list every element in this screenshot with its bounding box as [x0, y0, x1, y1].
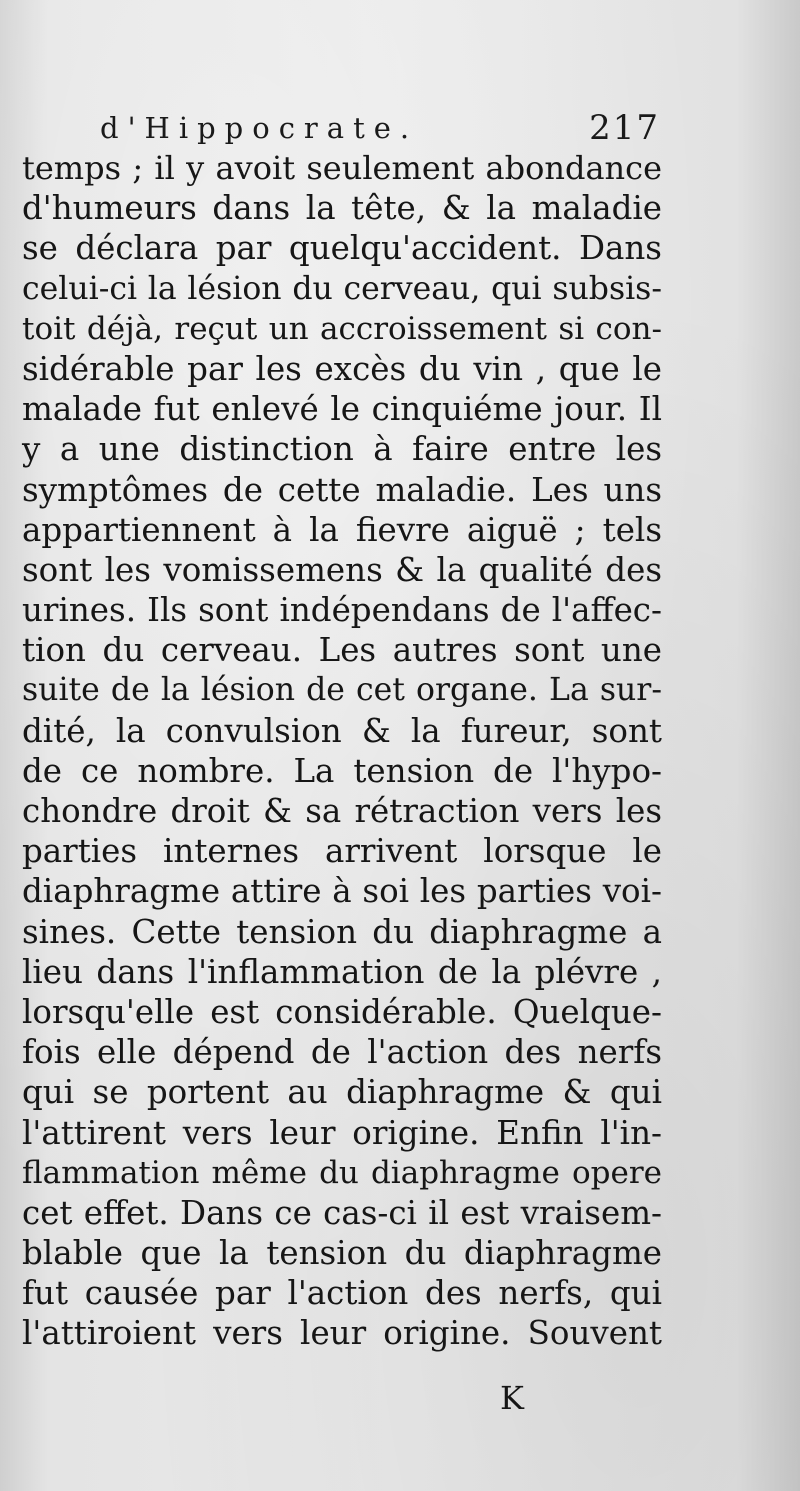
text-line: qui se portent au diaphragme & qui — [22, 1073, 662, 1112]
text-line: temps ; il y avoit seulement abondance — [22, 149, 662, 187]
text-line: diaphragme attire à soi les parties voi- — [22, 872, 662, 911]
text-line: y a une distinction à faire entre les — [22, 430, 662, 469]
text-line: suite de la lésion de cet organe. La sur- — [22, 672, 662, 709]
text-line: l'attirent vers leur origine. Enfin l'in- — [22, 1113, 662, 1152]
text-line: d'humeurs dans la tête, & la maladie — [22, 189, 662, 228]
text-line: dité, la convulsion & la fureur, sont — [22, 711, 662, 750]
text-line: tion du cerveau. Les autres sont une — [22, 631, 662, 670]
text-line: fut causée par l'action des nerfs, qui — [22, 1274, 662, 1313]
text-line: lorsqu'elle est considérable. Quelque- — [22, 992, 662, 1031]
body-text — [22, 148, 662, 1354]
text-line: de ce nombre. La tension de l'hypo- — [22, 751, 662, 790]
text-line: appartiennent à la fievre aiguë ; tels — [22, 510, 662, 549]
text-line: malade fut enlevé le cinquiéme jour. Il — [22, 390, 662, 429]
signature-mark: K — [500, 1379, 524, 1417]
text-line: sines. Cette tension du diaphragme a — [22, 912, 662, 951]
text-line: toit déjà, reçut un accroissement si con- — [22, 310, 662, 347]
text-line: chondre droit & sa rétraction vers les — [22, 792, 662, 830]
text-line: symptômes de cette maladie. Les uns — [22, 470, 662, 509]
text-line: sont les vomissemens & la qualité des — [22, 550, 662, 589]
page-number: 217 — [589, 108, 660, 148]
running-head-title: d'Hippocrate. — [100, 111, 419, 145]
text-line: l'attiroient vers leur origine. Souvent — [22, 1314, 662, 1353]
text-line: se déclara par quelqu'accident. Dans — [22, 229, 662, 268]
text-line: cet effet. Dans ce cas-ci il est vraisem- — [22, 1193, 662, 1232]
running-head — [100, 104, 660, 152]
text-line: urines. Ils sont indépendans de l'affec- — [22, 591, 662, 630]
text-line: fois elle dépend de l'action des nerfs — [22, 1033, 662, 1072]
text-line: flammation même du diaphragme opere — [22, 1154, 662, 1191]
text-line: celui-ci la lésion du cerveau, qui subsis- — [22, 270, 662, 307]
text-line: sidérable par les excès du vin , que le — [22, 349, 662, 388]
text-line: blable que la tension du diaphragme — [22, 1234, 662, 1273]
text-line: parties internes arrivent lorsque le — [22, 832, 662, 871]
text-line: lieu dans l'inflammation de la plévre , — [22, 952, 662, 991]
